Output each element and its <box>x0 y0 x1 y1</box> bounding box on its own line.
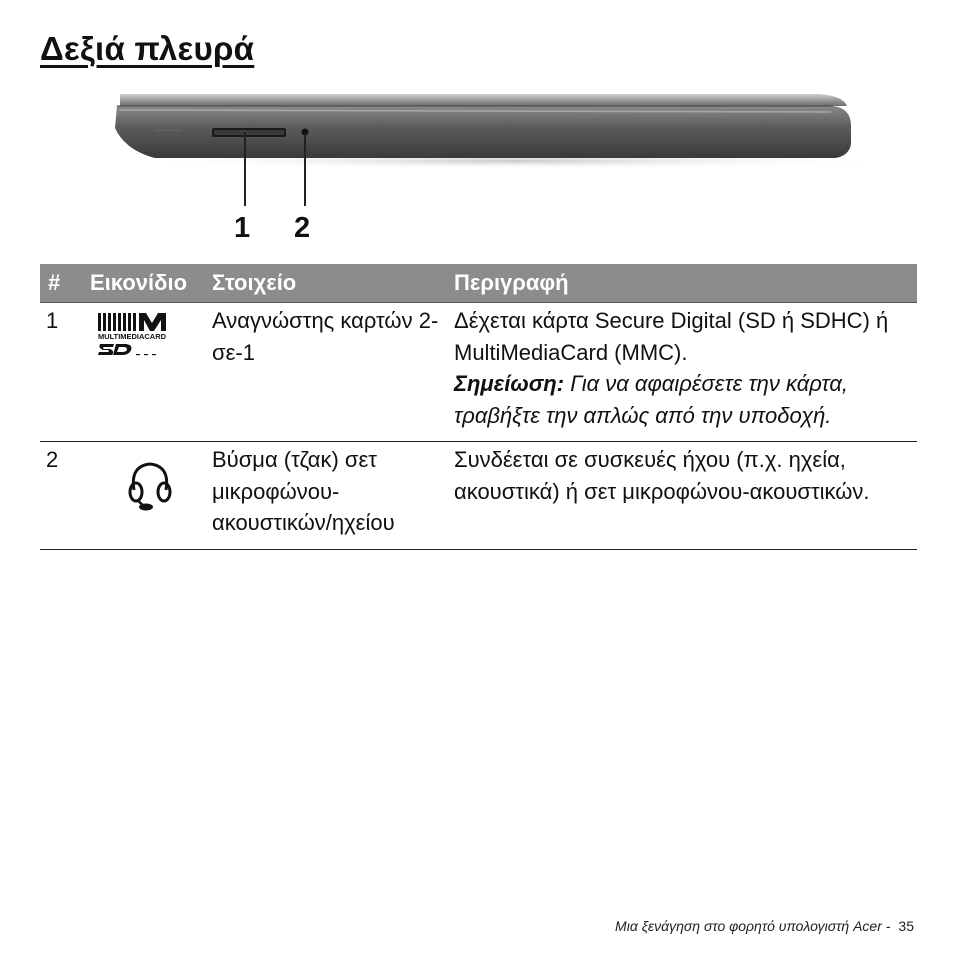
header-number: # <box>40 264 82 303</box>
laptop-right-side-illustration <box>95 88 875 178</box>
row-icon-cell <box>82 303 212 442</box>
table-row <box>40 442 917 550</box>
table-row <box>40 303 917 442</box>
svg-text:— — —: — — — <box>155 127 180 134</box>
row-number: 1 <box>46 308 59 333</box>
callout-line-1 <box>244 132 246 206</box>
callout-number-2: 2 <box>294 212 311 244</box>
note-label: Σημείωση: <box>454 371 565 396</box>
row-item: Αναγνώστης καρτών 2-σε-1 <box>212 308 439 365</box>
page-title: Δεξιά πλευρά <box>40 30 255 67</box>
note-text: Για να αφαιρέσετε την κάρτα, τραβήξτε την απλώς από την υποδοχή. <box>454 371 848 428</box>
row-number: 2 <box>46 447 59 472</box>
page-footer <box>615 918 914 934</box>
multimediacard-text: MULTIMEDIACARD <box>98 334 166 341</box>
callout-line-2 <box>304 134 306 206</box>
multimediacard-sd-icon <box>96 311 172 359</box>
callout-number-1: 1 <box>234 212 251 244</box>
page-number: 35 <box>898 918 914 934</box>
table-header-row <box>40 264 917 303</box>
row-description-cell <box>454 303 917 442</box>
header-description: Περιγραφή <box>454 264 917 303</box>
headset-icon <box>122 456 182 516</box>
row-description: Συνδέεται σε συσκευές ήχου (π.χ. ηχεία, ακουστικά) ή σετ μικροφώνου-ακουστικών. <box>454 447 870 504</box>
header-item: Στοιχείο <box>212 264 454 303</box>
footer-text: Μια ξενάγηση στο φορητό υπολογιστή Acer - <box>615 918 891 934</box>
row-icon-cell <box>82 442 212 550</box>
ports-table <box>40 264 917 550</box>
row-description: Δέχεται κάρτα Secure Digital (SD ή SDHC) ή MultiMediaCard (MMC). <box>454 308 889 365</box>
header-icon: Εικονίδιο <box>82 264 212 303</box>
row-item: Βύσμα (τζακ) σετ μικροφώνου-ακουστικών/ηχείου <box>212 447 395 535</box>
